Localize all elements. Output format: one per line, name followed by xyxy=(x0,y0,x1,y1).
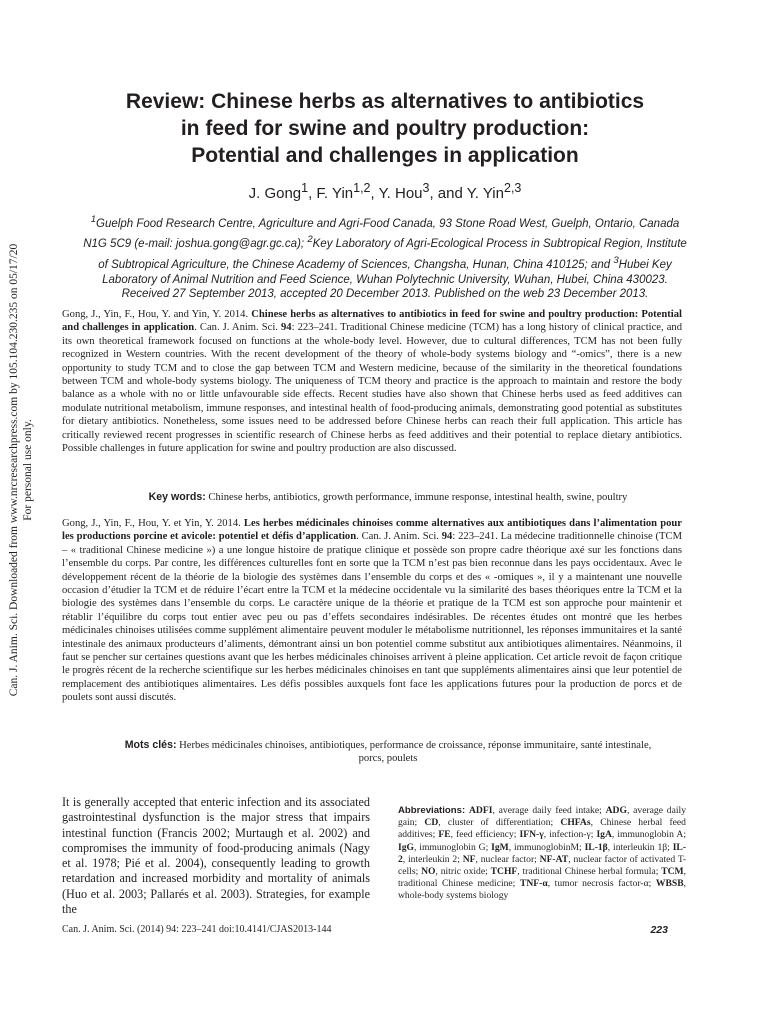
abbreviation-term: IL-2 xyxy=(398,841,687,865)
affil-1-text: Guelph Food Research Centre, Agriculture and Agri-Food Canada, 93 Stone Road West, Guelph, Ontario, Canada N1G 5C9 (e-mail: joshua.gong@agr.gc.ca); xyxy=(83,217,680,251)
received-dates: Received 27 September 2013, accepted 20 December 2013. Published on the web 23 December 2013. xyxy=(121,288,649,300)
abbreviation-definition: , interleukin 2; xyxy=(402,853,463,865)
author-list xyxy=(62,178,708,204)
abbreviation-definition: , average daily gain; xyxy=(398,805,686,829)
page-footer xyxy=(62,924,668,936)
abstract-french xyxy=(62,517,682,705)
abbreviation-definition: , average daily feed intake; xyxy=(492,805,606,816)
abbreviation-definition: , cluster of differentiation; xyxy=(438,817,561,829)
affil-1-marker: 1 xyxy=(90,214,97,225)
abbreviation-term: IFN-γ xyxy=(519,829,544,841)
abstract-body: : 223–241. Traditional Chinese medicine (TCM) has a long history of clinical practice, and its own theoretical framework focused on functions at the whole-body level. However, due to cultural differences, TCM has not been fully recognized in Western countries. With the recent development of the theory of whole-body systems biology and “-omics”, there is a new opportunity to study TCM and to close the gap between TCM and Western medicine, because of the similarity in the theoretical foundations between TCM and whole-body systems biology. The uniqueness of TCM theory and practice is the approach to maintain and restore the body balance as a whole with no or little unfavourable side effects. Recent studies have also shown that Chinese herbs used as feed additives can modulate nutritional metabolism, immune responses, and intestinal health of food-producing animals, demonstrating good potential as substitutes for dietary antibiotics. Nonetheless, some issues need to be addressed before Chinese herbs can reach their full application. This article has critically reviewed recent progresses in scientific research of Chinese herbs as feed additives and their potential to replace dietary antibiotics. Possible challenges in future application for swine and poultry production are also discussed. xyxy=(62,322,682,455)
author-1: J. Gong xyxy=(248,185,302,202)
resume-citation-title: Les herbes médicinales chinoises comme alternatives aux antibiotiques dans l’alimentation pour les productions porcine et avicole: potentiel et défis d’application xyxy=(62,518,682,543)
keywords-text: Chinese herbs, antibiotics, growth performance, immune response, intestinal health, swine, poultry xyxy=(205,492,628,503)
author-2: , F. Yin xyxy=(308,185,354,202)
abstract-citation-title: Chinese herbs as alternatives to antibiotics in feed for swine and poultry production: Potential and challenges in application xyxy=(62,309,682,334)
abbreviation-term: ADG xyxy=(605,805,627,816)
journal-citation: Can. J. Anim. Sci. (2014) 94: 223–241 doi:10.4141/CJAS2013-144 xyxy=(62,924,332,935)
page-number: 223 xyxy=(650,924,668,936)
abbreviation-term: IgA xyxy=(596,829,612,841)
abbreviation-term: NF-AT xyxy=(539,853,569,865)
abbreviation-definition: , tumor necrosis factor-α; xyxy=(547,878,656,890)
abbreviation-definition: , nitric oxide; xyxy=(435,866,491,878)
abbreviation-term: WBSB xyxy=(655,878,684,890)
resume-body: : 223–241. La médecine traditionnelle chinoise (TCM – « traditional Chinese medicine ») a une longue histoire de pratique clinique et possède son propre cadre théorique axé sur les fonctions dans l’ensemble du corps. Par contre, les différences culturelles font en sorte que la TCM n’est pas bien reconnue dans les pays occidentaux. Avec le développement récent de la théorie de la biologie des systèmes dans l’ensemble du corps et des « -omiques », il y a maintenant une nouvelle occasion d’étudier la TCM et de réduire l’écart entre la TCM et la médecine occidentale vu la similarité des bases théoriques entre la TCM et la biologie des systèmes dans l’ensemble du corps. Le caractère unique de la théorie et pratique de la TCM est son approche pour maintenir et rétablir l’équilibre du corps tout entier avec peu ou pas d’effets secondaires indésirables. De récentes études ont montré que les herbes médicinales chinoises utilisées comme supplément alimentaire peuvent moduler le métabolisme nutritionnel, les réponses immunitaires et la santé intestinale des animaux producteurs d’aliments, démontrant ainsi un bon potentiel comme substitut aux antibiotiques alimentaires. Néanmoins, il faut se pencher sur certaines questions avant que les herbes médicinales chinoises arrivent à pleine application. Cet article revoit de façon critique le progrès récent de la recherche scientifique sur les herbes médicinales chinoises en tant que suppléments alimentaires ainsi que leur potentiel de remplacement des antibiotiques alimentaires. Les défis possibles auxquels font face les applications futures pour la production de porcs et de poulets sont aussi discutés. xyxy=(62,531,682,704)
title-line-3: Potential and challenges in application xyxy=(191,144,579,167)
abbreviation-term: IgM xyxy=(491,841,509,853)
abbreviations-label: Abbreviations: xyxy=(398,805,466,816)
abbreviation-term: ADFI xyxy=(469,805,493,816)
abbreviation-term: IL-1β xyxy=(584,841,608,853)
author-4: , and Y. Yin xyxy=(429,185,504,202)
abbreviation-term: CHFAs xyxy=(560,817,591,829)
keywords xyxy=(108,491,668,504)
abbreviation-definition: , feed efficiency; xyxy=(450,829,520,841)
abstract-citation-prefix: Gong, J., Yin, F., Hou, Y. and Yin, Y. 2014. xyxy=(62,309,252,320)
abbreviation-definition: , nuclear factor of activated T-cells; xyxy=(398,853,686,878)
affil-3-text: Hubei Key Laboratory of Animal Nutrition and Feed Science, Wuhan Polytechnic University, Wuhan, Hubei, China 430023. xyxy=(102,258,672,286)
abbreviation-definition: , interleukin 1β; xyxy=(607,841,673,853)
affil-2-marker: 2 xyxy=(307,234,313,246)
abbreviation-term: CD xyxy=(424,817,439,829)
abstract-citation-volume: 94 xyxy=(281,322,292,334)
resume-citation-source: . Can. J. Anim. Sci. xyxy=(356,531,442,543)
abbreviation-term: TCM xyxy=(661,866,684,878)
mots-cles xyxy=(118,739,658,766)
intro-paragraph: It is generally accepted that enteric infection and its associated gastrointestinal dysfunction is the major stress that impairs intestinal function (Francis 2002; Murtaugh et al. 2002) and compromises the immunity of food-producing animals (Nagy et al. 1978; Pié et al. 2004), consequently leading to growth retardation and increased morbidity and mortality of animals (Huo et al. 2003; Pallarés et al. 2003). Strategies, for example the xyxy=(62,795,370,917)
affil-2-text: Key Laboratory of Agri-Ecological Process in Subtropical Region, Institute of Subtropical Agriculture, the Chinese Academy of Sciences, Changsha, Hunan, China 410125; and xyxy=(98,238,687,271)
download-watermark-line-2: For personal use only. xyxy=(22,419,34,521)
title-line-1: Review: Chinese herbs as alternatives to antibiotics xyxy=(125,90,645,113)
abbreviation-term: NF xyxy=(462,853,476,865)
article-title xyxy=(62,88,708,169)
abbreviation-definition: , traditional Chinese medicine; xyxy=(398,866,686,890)
abbreviation-term: FE xyxy=(438,829,451,841)
affiliations xyxy=(80,212,690,288)
author-1-affil: 1 xyxy=(301,181,309,195)
author-2-affil: 1,2 xyxy=(353,181,371,195)
keywords-label: Key words: xyxy=(148,491,206,503)
abbreviation-definition: , immunoglobinM; xyxy=(508,841,585,853)
affil-3-marker: 3 xyxy=(613,254,619,266)
download-watermark-line-1: Can. J. Anim. Sci. Downloaded from www.nrcresearchpress.com by 105.104.230.235 on 05/17/20 xyxy=(8,243,20,697)
abbreviation-definition: , Chinese herbal feed additives; xyxy=(398,817,686,841)
author-3-affil: 3 xyxy=(422,181,430,195)
abbreviation-term: TNF-α xyxy=(519,878,548,890)
abbreviation-definition: , immunoglobin G; xyxy=(414,841,492,853)
abstract-english xyxy=(62,308,682,455)
resume-citation-volume: 94 xyxy=(441,531,453,543)
title-line-2: in feed for swine and poultry production: xyxy=(180,117,590,140)
abstract-citation-source: . Can. J. Anim. Sci. xyxy=(194,322,281,334)
abbreviations-box xyxy=(398,805,686,903)
abbreviation-definition: , traditional Chinese herbal formula; xyxy=(517,866,662,878)
author-4-affil: 2,3 xyxy=(504,181,522,195)
abbreviation-definition: , immunoglobin A; xyxy=(611,829,686,841)
abbreviation-definition: , whole-body systems biology xyxy=(398,878,686,902)
abbreviations-list xyxy=(398,805,686,901)
abbreviation-term: NO xyxy=(421,866,436,878)
abbreviation-term: TCHF xyxy=(490,866,518,878)
mots-cles-text: Herbes médicinales chinoises, antibiotiques, performance de croissance, réponse immunitaire, santé intestinale, porcs, poulets xyxy=(176,740,652,765)
mots-cles-label: Mots clés: xyxy=(124,739,177,751)
abbreviation-definition: , nuclear factor; xyxy=(475,853,540,865)
abbreviation-term: IgG xyxy=(398,841,414,853)
abbreviation-definition: , infection-γ; xyxy=(543,829,597,841)
resume-citation-prefix: Gong, J., Yin, F., Hou, Y. et Yin, Y. 2014. xyxy=(62,518,244,529)
download-watermark xyxy=(0,243,42,697)
author-3: , Y. Hou xyxy=(370,185,423,202)
